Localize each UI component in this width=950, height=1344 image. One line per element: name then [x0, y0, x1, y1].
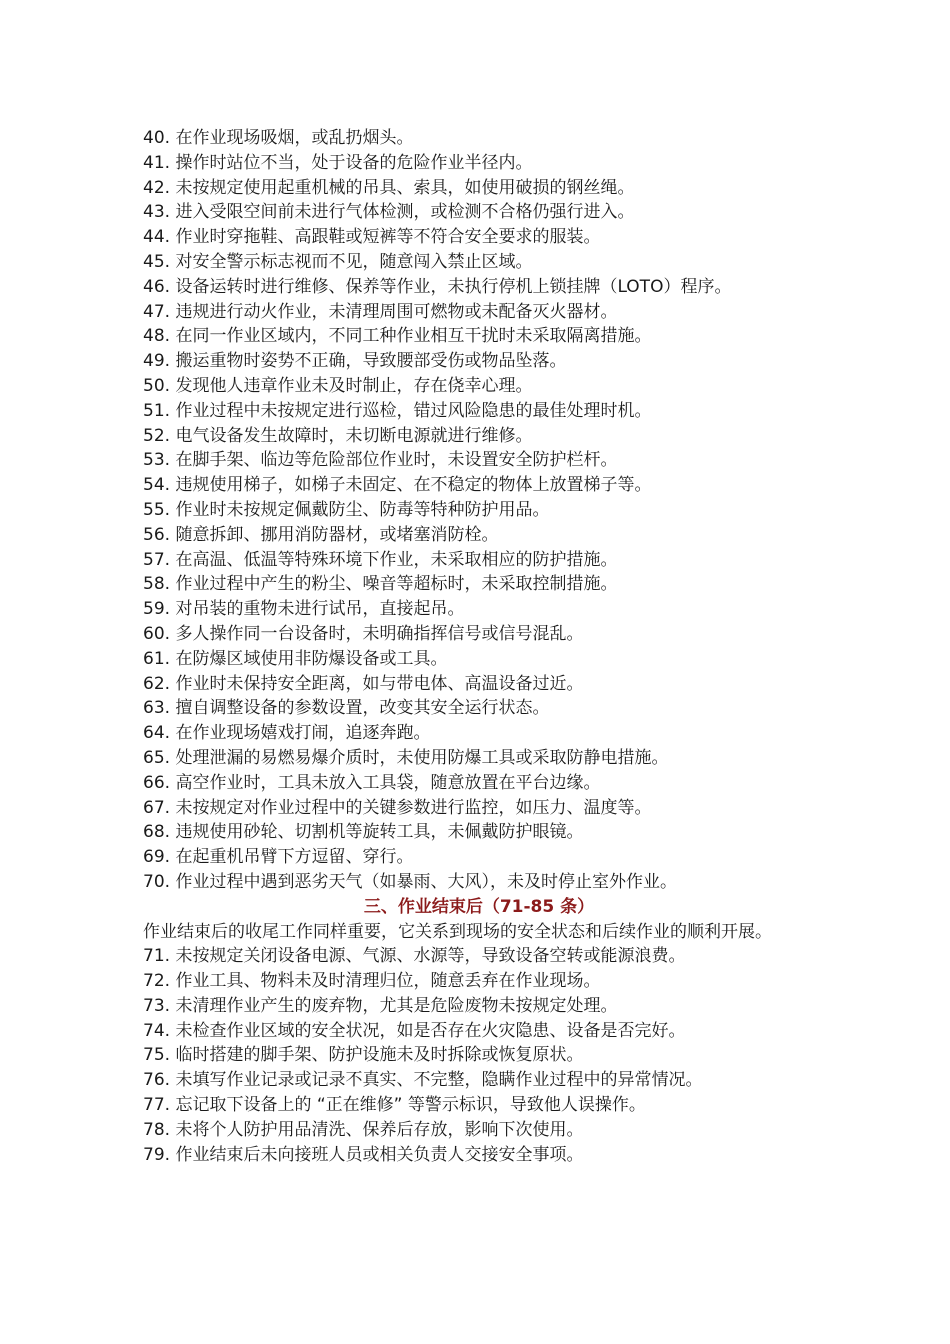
list-item: 55. 作业时未按规定佩戴防尘、防毒等特种防护用品。	[143, 499, 550, 520]
list-item: 57. 在高温、低温等特殊环境下作业，未采取相应的防护措施。	[143, 549, 618, 570]
list-item: 71. 未按规定关闭设备电源、气源、水源等，导致设备空转或能源浪费。	[143, 946, 686, 967]
list-item: 47. 违规进行动火作业，未清理周围可燃物或未配备灭火器材。	[143, 301, 618, 322]
list-item: 54. 违规使用梯子，如梯子未固定、在不稳定的物体上放置梯子等。	[143, 475, 652, 496]
list-item: 64. 在作业现场嬉戏打闹，追逐奔跑。	[143, 723, 431, 744]
list-item: 63. 擅自调整设备的参数设置，改变其安全运行状态。	[143, 698, 550, 719]
list-item: 42. 未按规定使用起重机械的吊具、索具，如使用破损的钢丝绳。	[143, 177, 635, 198]
list-item: 59. 对吊装的重物未进行试吊，直接起吊。	[143, 599, 465, 620]
list-item: 79. 作业结束后未向接班人员或相关负责人交接安全事项。	[143, 1144, 584, 1165]
section-intro: 作业结束后的收尾工作同样重要，它关系到现场的安全状态和后续作业的顺利开展。	[143, 921, 772, 942]
list-item: 61. 在防爆区域使用非防爆设备或工具。	[143, 648, 448, 669]
list-item: 43. 进入受限空间前未进行气体检测，或检测不合格仍强行进入。	[143, 202, 635, 223]
list-item: 69. 在起重机吊臂下方逗留、穿行。	[143, 847, 414, 868]
list-item: 68. 违规使用砂轮、切割机等旋转工具，未佩戴防护眼镜。	[143, 822, 584, 843]
list-item: 74. 未检查作业区域的安全状况，如是否存在火灾隐患、设备是否完好。	[143, 1020, 686, 1041]
list-item: 77. 忘记取下设备上的 “正在维修” 等警示标识，导致他人误操作。	[143, 1095, 646, 1116]
section-heading: 三、作业结束后（71-85 条）	[363, 896, 595, 917]
list-item: 45. 对安全警示标志视而不见，随意闯入禁止区域。	[143, 251, 533, 272]
list-item: 46. 设备运转时进行维修、保养等作业，未执行停机上锁挂牌（LOTO）程序。	[143, 276, 732, 297]
list-item: 67. 未按规定对作业过程中的关键参数进行监控，如压力、温度等。	[143, 797, 652, 818]
list-item: 52. 电气设备发生故障时，未切断电源就进行维修。	[143, 425, 533, 446]
list-item: 48. 在同一作业区域内，不同工种作业相互干扰时未采取隔离措施。	[143, 326, 652, 347]
list-item: 73. 未清理作业产生的废弃物，尤其是危险废物未按规定处理。	[143, 995, 618, 1016]
list-item: 78. 未将个人防护用品清洗、保养后存放，影响下次使用。	[143, 1119, 584, 1140]
list-item: 72. 作业工具、物料未及时清理归位，随意丢弃在作业现场。	[143, 971, 601, 992]
list-item: 56. 随意拆卸、挪用消防器材，或堵塞消防栓。	[143, 524, 499, 545]
list-item: 76. 未填写作业记录或记录不真实、不完整，隐瞒作业过程中的异常情况。	[143, 1070, 703, 1091]
list-item: 50. 发现他人违章作业未及时制止，存在侥幸心理。	[143, 375, 533, 396]
list-item: 51. 作业过程中未按规定进行巡检，错过风险隐患的最佳处理时机。	[143, 400, 652, 421]
list-item: 62. 作业时未保持安全距离，如与带电体、高温设备过近。	[143, 673, 584, 694]
list-item: 40. 在作业现场吸烟，或乱扔烟头。	[143, 128, 414, 148]
list-item: 41. 操作时站位不当，处于设备的危险作业半径内。	[143, 152, 533, 173]
list-item: 53. 在脚手架、临边等危险部位作业时，未设置安全防护栏杆。	[143, 450, 618, 471]
list-item: 70. 作业过程中遇到恶劣天气（如暴雨、大风），未及时停止室外作业。	[143, 871, 677, 892]
list-item: 58. 作业过程中产生的粉尘、噪音等超标时，未采取控制措施。	[143, 574, 618, 595]
list-item: 49. 搬运重物时姿势不正确，导致腰部受伤或物品坠落。	[143, 351, 567, 372]
list-item: 44. 作业时穿拖鞋、高跟鞋或短裤等不符合安全要求的服装。	[143, 227, 601, 248]
list-item: 75. 临时搭建的脚手架、防护设施未及时拆除或恢复原状。	[143, 1045, 584, 1066]
list-item: 60. 多人操作同一台设备时，未明确指挥信号或信号混乱。	[143, 623, 584, 644]
list-item: 66. 高空作业时，工具未放入工具袋，随意放置在平台边缘。	[143, 772, 601, 793]
document-body	[143, 126, 815, 1167]
list-item: 65. 处理泄漏的易燃易爆介质时，未使用防爆工具或采取防静电措施。	[143, 747, 669, 768]
